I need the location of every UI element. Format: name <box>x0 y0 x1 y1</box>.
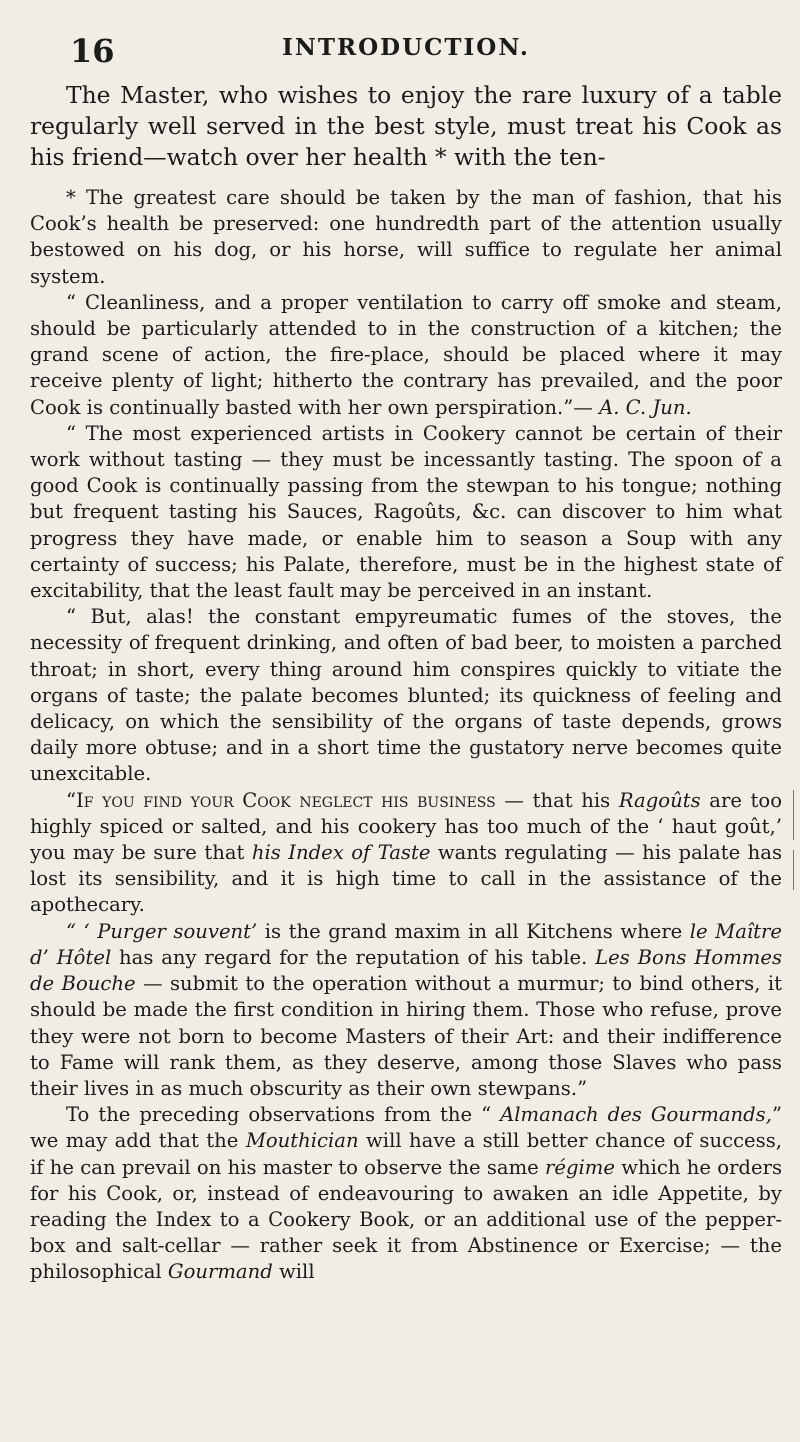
page-edge-mark <box>793 850 794 890</box>
footnote-paragraph: “If you find your Cook neglect his business — that his Ragoûts are too highly spiced or salted, and his cookery has too much of the ‘ haut goût,’ you may be sure that his Index of Taste wants regulating — his palate has lost its sensibility, and it is high time to call in the assistance of the apothecary. <box>30 788 783 917</box>
page-header <box>30 0 782 80</box>
running-head: INTRODUCTION. <box>282 34 530 61</box>
footnote-paragraph: “ Cleanliness, and a proper ventilation to carry off smoke and steam, should be particularly attended to in the construction of a kitchen; the grand scene of action, the fire-place, should be placed where it may receive plenty of light; hitherto the contrary has prevailed, and the poor Cook is continually basted with her own perspiration.”— A. C. Jun. <box>30 290 782 419</box>
footnote-paragraph: To the preceding observations from the “ Almanach des Gourmands,” we may add that the Mouthician will have a still better chance of success, if he can prevail on his master to observe the same régime which he orders for his Cook, or, instead of endeavouring to awaken an idle Appetite, by reading the Index to a Cookery Book, or an additional use of the pepper-box and salt-cellar — rather seek it from Abstinence or Exercise; — the philosophical Gourmand will <box>30 1103 782 1284</box>
footnote-source: A. C. Jun. <box>599 395 692 419</box>
page-edge-mark <box>793 790 794 840</box>
footnote-paragraph: * The greatest care should be taken by the man of fashion, that his Cook’s health be preserved: one hundredth part of the attention usually bestowed on his dog, or his horse, will suffice to regulate her animal system. <box>30 186 782 288</box>
page-number: 16 <box>70 32 115 70</box>
footnote-paragraph: “ The most experienced artists in Cookery cannot be certain of their work without tasting — they must be incessantly tasting. The spoon of a good Cook is continually passing from the stewpan to his tongue; nothing but frequent tasting his Sauces, Ragoûts, &c. can discover to him what progress they have made, or enable him to season a Soup with any certainty of success; his Palate, therefore, must be in the highest state of excitability, that the least fault may be perceived in an instant. <box>30 421 782 603</box>
main-paragraph: The Master, who wishes to enjoy the rare luxury of a table regularly well served in the best style, must treat his Cook as his friend—watch over her health * with the ten- <box>30 81 782 171</box>
footnote-paragraph: “ ‘ Purger souvent’ is the grand maxim in all Kitchens where le Maître d’ Hôtel has any regard for the reputation of his table. Les Bons Hommes de Bouche — submit to the operation without a murmur; to bind others, it should be made the first condition in hiring them. Those who refuse, prove they were not born to become Masters of their Art: and their indifference to Fame will rank them, as they deserve, among those Slaves who pass their lives in as much obscurity as their own stewpans.” <box>30 919 783 1100</box>
footnotes <box>30 185 782 1286</box>
footnote-paragraph: “ But, alas! the constant empyreumatic fumes of the stoves, the necessity of frequent drinking, and often of bad beer, to moisten a parched throat; in short, every thing around him conspires quickly to vitiate the organs of taste; the palate becomes blunted; its quickness of feeling and delicacy, on which the sensibility of the organs of taste depends, grows daily more obtuse; and in a short time the gustatory nerve becomes quite unexcitable. <box>30 605 782 786</box>
main-text <box>30 80 782 173</box>
